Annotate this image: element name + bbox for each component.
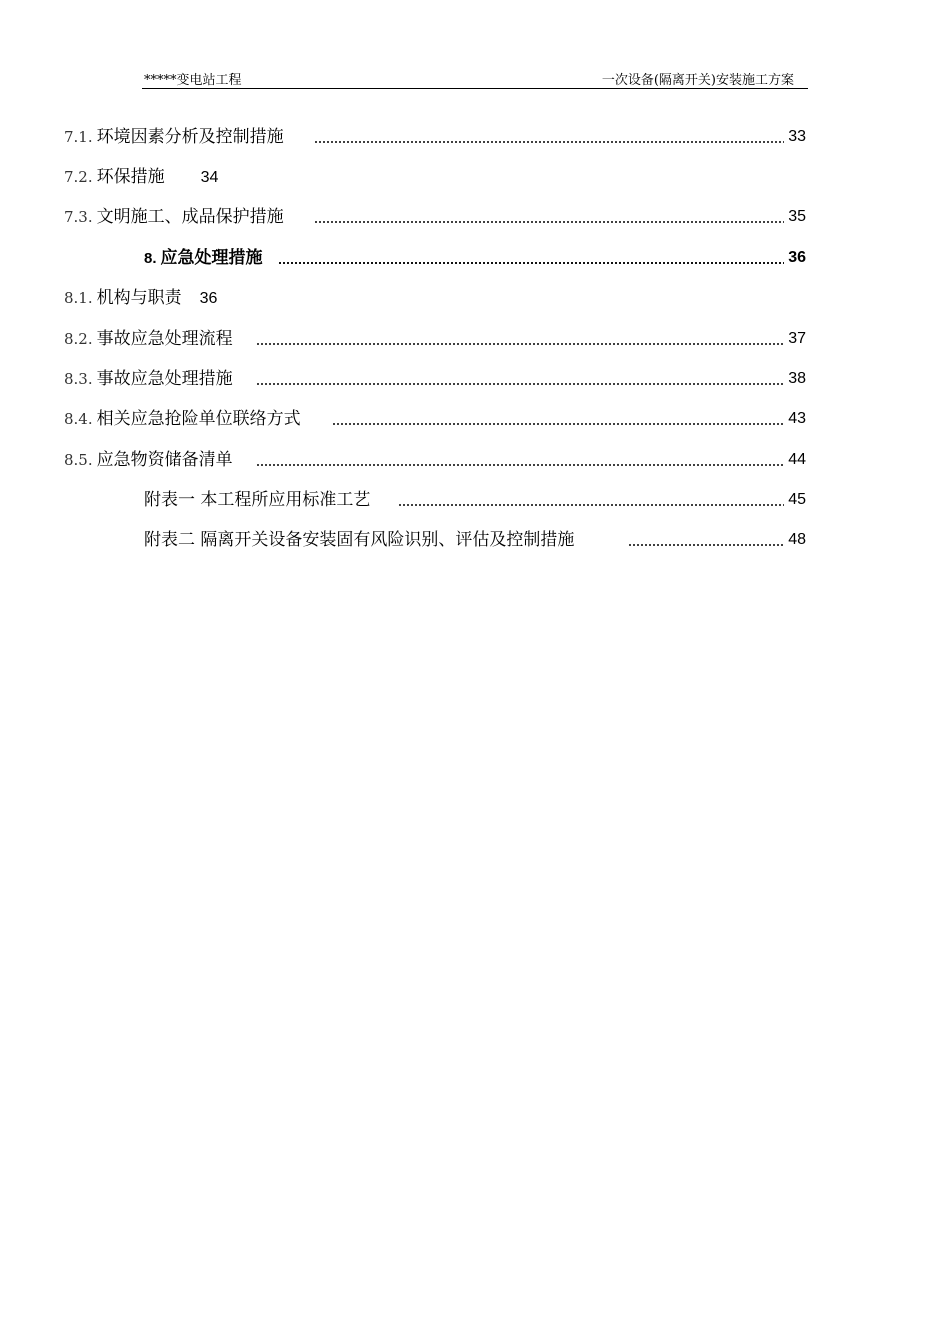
toc-entry-number: 8.1.: [64, 289, 93, 307]
toc-entry[interactable]: [0, 367, 950, 391]
toc-entry[interactable]: [0, 448, 950, 472]
toc-entry-title: 相关应急抢险单位联络方式: [96, 409, 301, 429]
toc-entry-title: 附表一 本工程所应用标准工艺: [144, 490, 371, 510]
toc-entry-page: 45: [788, 491, 806, 508]
toc-entry-title: 应急处理措施: [160, 248, 263, 268]
toc-entry-page: 35: [788, 208, 806, 225]
toc-entry-title: 环境因素分析及控制措施: [96, 127, 284, 147]
toc-entry[interactable]: [0, 125, 950, 149]
toc-entry-page: 48: [788, 531, 806, 548]
toc-entry-title: 机构与职责: [96, 288, 182, 308]
toc-entry-page: 37: [788, 330, 806, 347]
toc-entry[interactable]: [0, 407, 950, 431]
toc-entry-page: 44: [788, 451, 806, 468]
toc-entry-number: 7.1.: [64, 128, 93, 146]
toc-entry-page: 38: [788, 370, 806, 387]
toc-entry-title: 事故应急处理措施: [96, 369, 233, 389]
toc-entry-page: 36: [199, 290, 218, 307]
toc-entry-number: 8.: [144, 250, 157, 267]
toc-entry-appendix[interactable]: [0, 528, 950, 552]
toc-dot-leader: [278, 262, 784, 264]
toc-entry-appendix[interactable]: [0, 488, 950, 512]
toc-entry-chapter[interactable]: [0, 246, 950, 270]
header-project-name: *****变电站工程: [144, 73, 242, 88]
page-header: [142, 66, 808, 89]
toc-entry[interactable]: [0, 286, 950, 310]
toc-entry[interactable]: [0, 327, 950, 351]
toc-dot-leader: [256, 383, 784, 385]
toc-entry-page: 34: [200, 169, 219, 186]
toc-dot-leader: [332, 423, 784, 425]
toc-entry-number: 8.5.: [64, 451, 93, 469]
toc-dot-leader: [398, 504, 784, 506]
toc-entry[interactable]: [0, 165, 950, 189]
toc-entry-page: 33: [788, 128, 806, 145]
toc-entry-number: 8.2.: [64, 330, 93, 348]
toc-dot-leader: [256, 343, 784, 345]
toc-entry-title: 事故应急处理流程: [96, 329, 233, 349]
toc-entry-number: 7.3.: [64, 208, 93, 226]
toc-entry-page: 43: [788, 410, 806, 427]
toc-entry[interactable]: [0, 205, 950, 229]
toc-entry-page: 36: [788, 249, 806, 266]
toc-dot-leader: [256, 464, 784, 466]
toc-entry-number: 7.2.: [64, 168, 93, 186]
toc-dot-leader: [314, 221, 784, 223]
toc-entry-title: 附表二 隔离开关设备安装固有风险识别、评估及控制措施: [144, 530, 575, 550]
toc-dot-leader: [314, 141, 784, 143]
toc-entry-title: 文明施工、成品保护措施: [96, 207, 284, 227]
toc-entry-title: 环保措施: [96, 167, 165, 187]
toc-entry-number: 8.3.: [64, 370, 93, 388]
toc-entry-title: 应急物资储备清单: [96, 450, 233, 470]
toc-entry-number: 8.4.: [64, 410, 93, 428]
toc-dot-leader: [628, 544, 784, 546]
header-document-title: 一次设备(隔离开关)安装施工方案: [601, 73, 794, 88]
